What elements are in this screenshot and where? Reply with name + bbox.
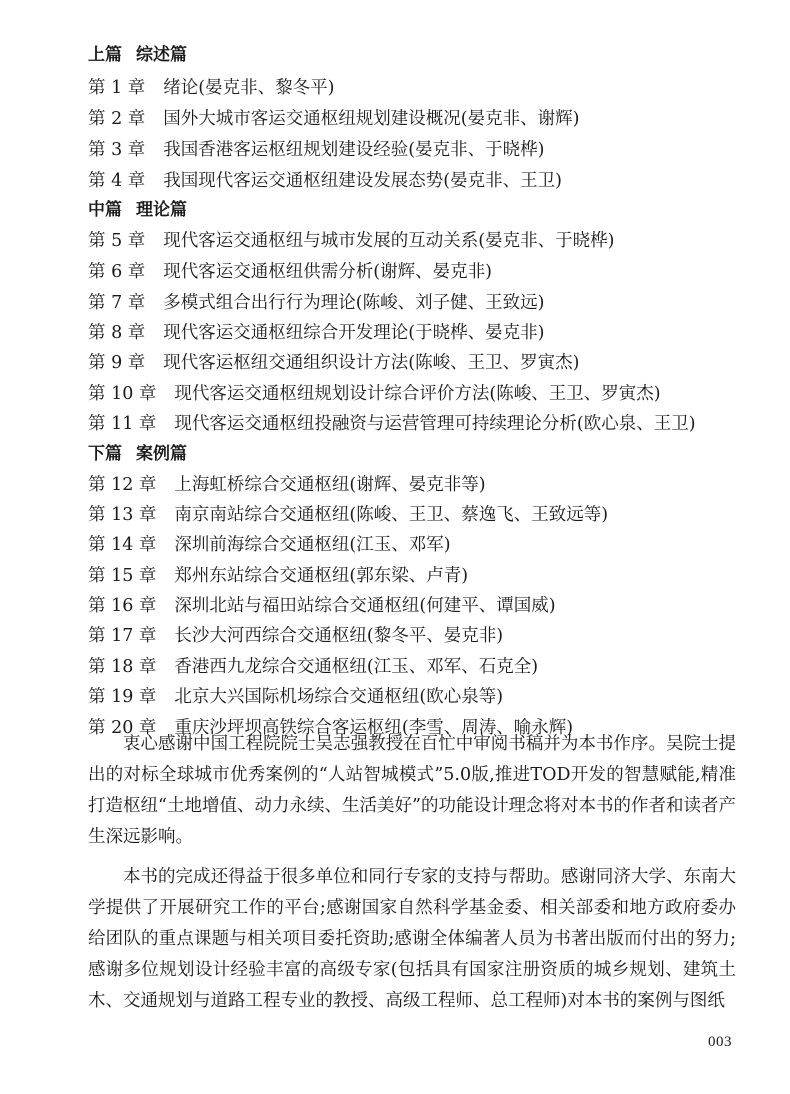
chapter-title: 香港西九龙综合交通枢纽(江玉、邓军、石克全): [174, 657, 539, 677]
chapter-number: 第 5 章: [88, 231, 146, 251]
chapter-number: 第 20 章: [88, 718, 157, 738]
chapter-number: 第 18 章: [88, 657, 157, 677]
toc-entry: [88, 413, 696, 435]
chapter-title: 深圳北站与福田站综合交通枢纽(何建平、谭国威): [174, 596, 556, 616]
part-label: 下篇: [88, 444, 122, 464]
chapter-title: 郑州东站综合交通枢纽(郭东梁、卢青): [174, 566, 469, 586]
toc-entry: [88, 292, 544, 314]
chapter-number: 第 15 章: [88, 566, 157, 586]
chapter-title: 现代客运交通枢纽与城市发展的互动关系(晏克非、于晓桦): [163, 231, 615, 251]
chapter-number: 第 14 章: [88, 535, 157, 555]
chapter-title: 多模式组合出行行为理论(陈峻、刘子健、王致远): [163, 293, 545, 313]
chapter-title: 长沙大河西综合交通枢纽(黎冬平、晏克非): [174, 626, 504, 646]
chapter-title: 深圳前海综合交通枢纽(江玉、邓军): [174, 535, 451, 555]
toc-entry: [88, 170, 562, 192]
chapter-number: 第 9 章: [88, 353, 146, 373]
chapter-title: 现代客运交通枢纽综合开发理论(于晓桦、晏克非): [163, 323, 545, 343]
part-title-lower: [88, 443, 187, 465]
part-label: 中篇: [88, 200, 122, 220]
chapter-number: 第 19 章: [88, 687, 157, 707]
part-name: 综述篇: [136, 45, 187, 65]
chapter-number: 第 10 章: [88, 384, 157, 404]
toc-entry: [88, 565, 468, 587]
chapter-number: 第 7 章: [88, 293, 146, 313]
acknowledgement-paragraph: 衷心感谢中国工程院院士吴志强教授在百忙中审阅书稿并为本书作序。吴院士提出的对标全球城市优秀案例的“人站智城模式”5.0版,推进TOD开发的智慧赋能,精准打造枢纽“土地增值、动力永续、生活美好”的功能设计理念将对本书的作者和读者产生深远影响。: [88, 734, 736, 847]
chapter-title: 我国现代客运交通枢纽建设发展态势(晏克非、王卫): [163, 171, 562, 191]
chapter-title: 国外大城市客运交通枢纽规划建设概况(晏克非、谢辉): [163, 109, 580, 129]
toc-entry: [88, 108, 579, 130]
toc-entry: [88, 77, 334, 99]
chapter-number: 第 13 章: [88, 505, 157, 525]
chapter-number: 第 16 章: [88, 596, 157, 616]
chapter-title: 现代客运交通枢纽供需分析(谢辉、晏克非): [163, 262, 492, 282]
part-title-middle: [88, 199, 187, 221]
toc-entry: [88, 595, 556, 617]
chapter-number: 第 4 章: [88, 171, 146, 191]
toc-entry: [88, 474, 486, 496]
acknowledgement-paragraph: 本书的完成还得益于很多单位和同行专家的支持与帮助。感谢同济大学、东南大学提供了开展研究工作的平台;感谢国家自然科学基金委、相关部委和地方政府委办给团队的重点课题与相关项目委托资助;感谢全体编著人员为书著出版而付出的努力;感谢多位规划设计经验丰富的高级专家(包括具有国家注册资质的城乡规划、建筑土木、交通规划与道路工程专业的教授、高级工程师、总工程师)对本书的案例与图纸: [88, 867, 736, 1011]
toc-entry: [88, 625, 503, 647]
chapter-number: 第 3 章: [88, 140, 146, 160]
chapter-title: 现代客运交通枢纽规划设计综合评价方法(陈峻、王卫、罗寅杰): [174, 384, 661, 404]
part-label: 上篇: [88, 45, 122, 65]
toc-entry: [88, 230, 614, 252]
part-name: 案例篇: [136, 444, 187, 464]
toc-entry: [88, 139, 544, 161]
part-title-upper: [88, 44, 187, 66]
chapter-number: 第 11 章: [88, 414, 157, 434]
toc-entry: [88, 383, 661, 405]
chapter-title: 我国香港客运枢纽规划建设经验(晏克非、于晓桦): [163, 140, 545, 160]
toc-entry: [88, 352, 579, 374]
toc-entry: [88, 504, 608, 526]
chapter-title: 北京大兴国际机场综合交通枢纽(欧心泉等): [174, 687, 504, 707]
chapter-number: 第 2 章: [88, 109, 146, 129]
chapter-number: 第 17 章: [88, 626, 157, 646]
toc-entry: [88, 534, 451, 556]
toc-entry: [88, 686, 503, 708]
toc-entry: [88, 261, 492, 283]
toc-entry: [88, 322, 544, 344]
page-number: 003: [708, 1034, 732, 1050]
chapter-number: 第 1 章: [88, 78, 146, 98]
chapter-number: 第 8 章: [88, 323, 146, 343]
chapter-title: 现代客运枢纽交通组织设计方法(陈峻、王卫、罗寅杰): [163, 353, 580, 373]
chapter-number: 第 12 章: [88, 475, 157, 495]
chapter-title: 绪论(晏克非、黎冬平): [163, 78, 335, 98]
chapter-title: 上海虹桥综合交通枢纽(谢辉、晏克非等): [174, 475, 486, 495]
part-name: 理论篇: [136, 200, 187, 220]
chapter-title: 重庆沙坪坝高铁综合客运枢纽(李雪、周涛、喻永辉): [174, 718, 574, 738]
chapter-number: 第 6 章: [88, 262, 146, 282]
chapter-title: 南京南站综合交通枢纽(陈峻、王卫、蔡逸飞、王致远等): [174, 505, 609, 525]
toc-entry: [88, 656, 538, 678]
chapter-title: 现代客运交通枢纽投融资与运营管理可持续理论分析(欧心泉、王卫): [174, 414, 696, 434]
